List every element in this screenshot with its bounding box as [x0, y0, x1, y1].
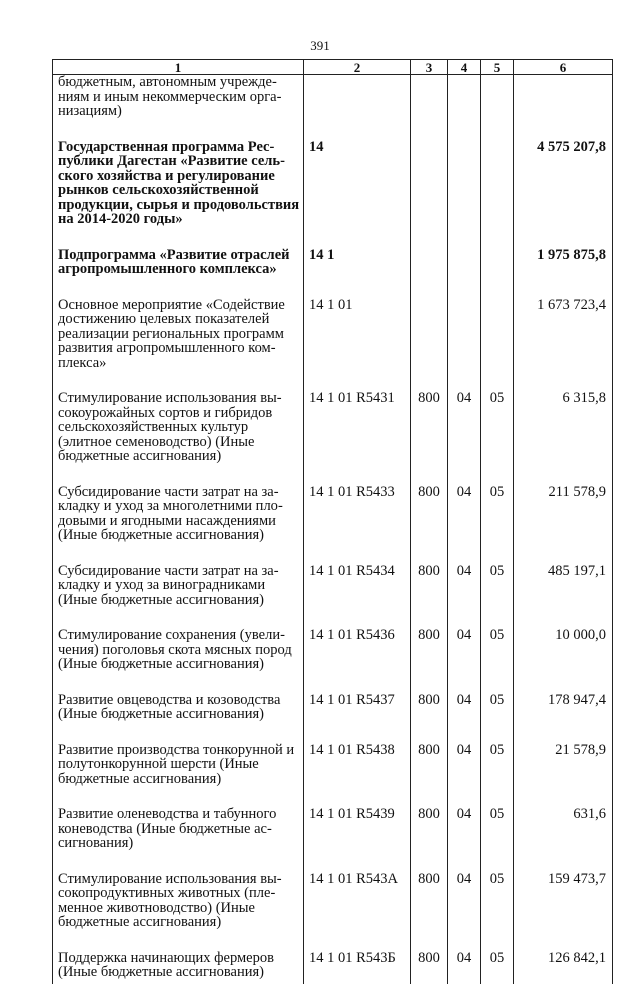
- row-name: Подпрограмма «Развитие отраслей агропромышленного комплекса»: [53, 248, 304, 298]
- row-amount: 1 673 723,4: [514, 298, 613, 392]
- row-expense-type: 800: [411, 743, 448, 808]
- row-name: Развитие оленеводства и табунного коневодства (Иные бюджетные ассигнования): [53, 807, 304, 872]
- table-row: [53, 564, 613, 629]
- row-name: Стимулирование использования высокоурожайных сортов и гибридов сельскохозяйственных культур (элитное семеноводство) (Иные бюджетные ассигнования): [53, 391, 304, 485]
- table-row: [53, 391, 613, 485]
- row-code: 14 1 01 R5433: [304, 485, 411, 564]
- table-row: [53, 140, 613, 248]
- table-header-row: [53, 60, 613, 75]
- row-section: 04: [448, 485, 481, 564]
- row-code: 14 1 01 R5439: [304, 807, 411, 872]
- row-name: Субсидирование части затрат на закладку и уход за виноградниками (Иные бюджетные ассигнования): [53, 564, 304, 629]
- row-subsection: [481, 75, 514, 140]
- table-row: [53, 693, 613, 743]
- row-name: Стимулирование сохранения (увеличения) поголовья скота мясных пород (Иные бюджетные ассигнования): [53, 628, 304, 693]
- row-amount: [514, 75, 613, 140]
- row-expense-type: 800: [411, 391, 448, 485]
- row-section: 04: [448, 391, 481, 485]
- row-expense-type: 800: [411, 628, 448, 693]
- row-expense-type: 800: [411, 485, 448, 564]
- row-subsection: 05: [481, 485, 514, 564]
- row-code: [304, 75, 411, 140]
- table-body: [53, 75, 613, 984]
- row-expense-type: [411, 140, 448, 248]
- row-section: 04: [448, 951, 481, 984]
- row-expense-type: [411, 75, 448, 140]
- table-row: [53, 298, 613, 392]
- row-amount: 126 842,1: [514, 951, 613, 984]
- row-amount: 21 578,9: [514, 743, 613, 808]
- row-amount: 178 947,4: [514, 693, 613, 743]
- row-subsection: 05: [481, 743, 514, 808]
- row-subsection: 05: [481, 693, 514, 743]
- row-expense-type: 800: [411, 564, 448, 629]
- row-subsection: 05: [481, 951, 514, 984]
- row-section: [448, 75, 481, 140]
- row-amount: 4 575 207,8: [514, 140, 613, 248]
- column-header-1: 1: [53, 60, 304, 75]
- row-code: 14 1 01 R5431: [304, 391, 411, 485]
- table-row: [53, 485, 613, 564]
- row-section: 04: [448, 564, 481, 629]
- column-header-5: 5: [481, 60, 514, 75]
- row-expense-type: 800: [411, 872, 448, 951]
- row-expense-type: 800: [411, 951, 448, 984]
- row-amount: 1 975 875,8: [514, 248, 613, 298]
- row-section: 04: [448, 743, 481, 808]
- page-number: 391: [310, 38, 330, 53]
- row-name: Развитие овцеводства и козоводства (Иные бюджетные ассигнования): [53, 693, 304, 743]
- row-expense-type: 800: [411, 693, 448, 743]
- row-code: 14 1 01 R5438: [304, 743, 411, 808]
- row-amount: 159 473,7: [514, 872, 613, 951]
- row-subsection: [481, 140, 514, 248]
- row-expense-type: [411, 298, 448, 392]
- row-name: Развитие производства тонкорунной и полутонкорунной шерсти (Иные бюджетные ассигнования): [53, 743, 304, 808]
- row-code: 14 1 01 R5436: [304, 628, 411, 693]
- row-name: Основное мероприятие «Содействие достижению целевых показателей реализации региональных программ развития агропромышленного комплекса»: [53, 298, 304, 392]
- row-name: Субсидирование части затрат на закладку и уход за многолетними плодовыми и ягодными насаждениями (Иные бюджетные ассигнования): [53, 485, 304, 564]
- row-subsection: 05: [481, 807, 514, 872]
- row-code: 14 1 01 R543Б: [304, 951, 411, 984]
- row-amount: 485 197,1: [514, 564, 613, 629]
- row-subsection: 05: [481, 564, 514, 629]
- row-subsection: 05: [481, 628, 514, 693]
- row-subsection: [481, 248, 514, 298]
- row-code: 14 1 01 R5434: [304, 564, 411, 629]
- row-section: 04: [448, 872, 481, 951]
- table-row: [53, 807, 613, 872]
- row-amount: 211 578,9: [514, 485, 613, 564]
- table-row: [53, 628, 613, 693]
- row-section: 04: [448, 628, 481, 693]
- row-section: [448, 140, 481, 248]
- table-row: [53, 743, 613, 808]
- row-name: бюджетным, автономным учреждениям и иным некоммерческим организациям): [53, 75, 304, 140]
- row-name: Стимулирование использования высокопродуктивных животных (племенное животноводство) (Иные бюджетные ассигнования): [53, 872, 304, 951]
- budget-table: [52, 59, 613, 984]
- row-code: 14: [304, 140, 411, 248]
- row-code: 14 1 01: [304, 298, 411, 392]
- row-section: 04: [448, 807, 481, 872]
- row-section: [448, 248, 481, 298]
- row-amount: 10 000,0: [514, 628, 613, 693]
- row-subsection: 05: [481, 391, 514, 485]
- table-row: [53, 872, 613, 951]
- row-section: [448, 298, 481, 392]
- row-name: Государственная программа Республики Дагестан «Развитие сельского хозяйства и регулирование рынков сельскохозяйственной продукции, сырья и продовольствия на 2014-2020 годы»: [53, 140, 304, 248]
- column-header-4: 4: [448, 60, 481, 75]
- row-section: 04: [448, 693, 481, 743]
- row-amount: 6 315,8: [514, 391, 613, 485]
- row-code: 14 1: [304, 248, 411, 298]
- row-subsection: [481, 298, 514, 392]
- row-code: 14 1 01 R543А: [304, 872, 411, 951]
- column-header-2: 2: [304, 60, 411, 75]
- column-header-6: 6: [514, 60, 613, 75]
- row-expense-type: [411, 248, 448, 298]
- row-code: 14 1 01 R5437: [304, 693, 411, 743]
- table-row: [53, 75, 613, 140]
- row-expense-type: 800: [411, 807, 448, 872]
- row-amount: 631,6: [514, 807, 613, 872]
- table-row: [53, 951, 613, 984]
- row-subsection: 05: [481, 872, 514, 951]
- column-header-3: 3: [411, 60, 448, 75]
- table-row: [53, 248, 613, 298]
- row-name: Поддержка начинающих фермеров (Иные бюджетные ассигнования): [53, 951, 304, 984]
